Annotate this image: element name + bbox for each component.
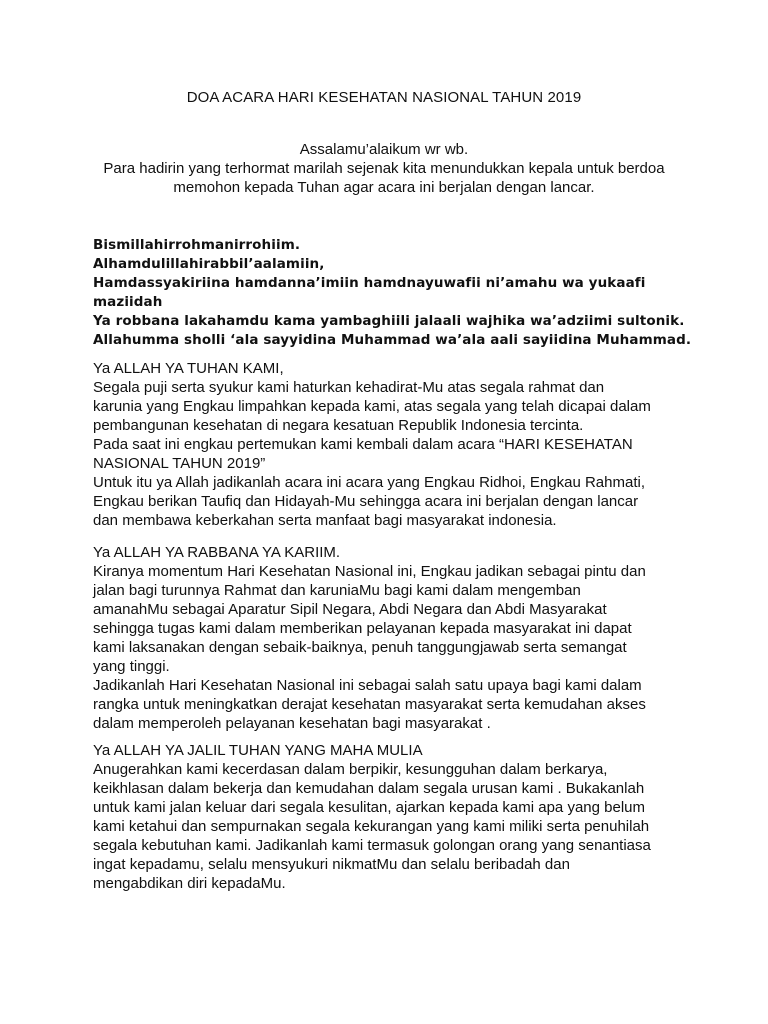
section-line: karunia yang Engkau limpahkan kepada kami, atas segala yang telah dicapai dalam [93,398,651,415]
document-title: DOA ACARA HARI KESEHATAN NASIONAL TAHUN 2019 [186,89,582,106]
arabic-line: Bismillahirrohmanirrohiim. [93,237,301,253]
section-line: yang tinggi. [93,658,170,675]
arabic-line: maziidah [93,294,163,310]
section-line: Kiranya momentum Hari Kesehatan Nasional ini, Engkau jadikan sebagai pintu dan [93,563,646,580]
section-line: Engkau berikan Taufiq dan Hidayah-Mu sehingga acara ini berjalan dengan lancar [93,493,639,510]
section-line: dan membawa keberkahan serta manfaat bagi masyarakat indonesia. [93,512,557,529]
section-line: NASIONAL TAHUN 2019” [93,455,266,472]
section-line: Untuk itu ya Allah jadikanlah acara ini acara yang Engkau Ridhoi, Engkau Rahmati, [93,474,645,491]
section-line: jalan bagi turunnya Rahmat dan karuniaMu bagi kami dalam mengemban [93,582,581,599]
section-line: kami laksanakan dengan sebaik-baiknya, penuh tanggungjawab serta semangat [93,639,627,656]
section-line: dalam memperoleh pelayanan kesehatan bagi masyarakat . [93,715,491,732]
arabic-line: Allahumma sholli ‘ala sayyidina Muhammad wa’ala aali sayiidina Muhammad. [93,332,692,348]
section-line: kami ketahui dan sempurnakan segala kekurangan yang kami miliki serta penuhilah [93,818,650,835]
opening-line: memohon kepada Tuhan agar acara ini berjalan dengan lancar. [173,179,595,196]
section-line: keikhlasan dalam bekerja dan kemudahan dalam segala urusan kami . Bukakanlah [93,780,645,797]
prayer-section [93,741,651,893]
section-line: mengabdikan diri kepadaMu. [93,875,286,892]
section-line: Jadikanlah Hari Kesehatan Nasional ini sebagai salah satu upaya bagi kami dalam [93,677,642,694]
section-line: segala kebutuhan kami. Jadikanlah kami termasuk golongan orang yang senantiasa [93,837,651,854]
section-line: untuk kami jalan keluar dari segala kesulitan, ajarkan kepada kami apa yang belum [93,799,645,816]
prayer-section [93,359,651,530]
section-line: rangka untuk meningkatkan derajat kesehatan masyarakat serta kemudahan akses [93,696,646,713]
section-line: Segala puji serta syukur kami haturkan kehadirat-Mu atas segala rahmat dan [93,379,605,396]
section-line: sehingga tugas kami dalam memberikan pelayanan kepada masyarakat ini dapat [93,620,632,637]
section-line: amanahMu sebagai Aparatur Sipil Negara, Abdi Negara dan Abdi Masyarakat [93,601,607,618]
section-line: Anugerahkan kami kecerdasan dalam berpikir, kesungguhan dalam berkarya, [93,761,608,778]
section-line: pembangunan kesehatan di negara kesatuan Republik Indonesia tercinta. [93,417,584,434]
opening-line: Para hadirin yang terhormat marilah sejenak kita menundukkan kepala untuk berdoa [103,160,665,177]
section-heading: Ya ALLAH YA RABBANA YA KARIIM. [93,544,341,561]
section-line: ingat kepadamu, selalu mensyukuri nikmatMu dan selalu beribadah dan [93,856,570,873]
arabic-line: Alhamdulillahirabbil’aalamiin, [93,256,325,272]
greeting-line: Assalamu’alaikum wr wb. [299,141,469,158]
section-heading: Ya ALLAH YA JALIL TUHAN YANG MAHA MULIA [93,742,423,759]
opening-block [0,140,768,197]
section-heading: Ya ALLAH YA TUHAN KAMI, [93,360,284,377]
section-line: Pada saat ini engkau pertemukan kami kembali dalam acara “HARI KESEHATAN [93,436,633,453]
prayer-section [93,543,646,733]
arabic-line: Ya robbana lakahamdu kama yambaghiili jalaali wajhika wa’adziimi sultonik. [93,313,685,329]
arabic-line: Hamdassyakiriina hamdanna’imiin hamdnayuwafii ni’amahu wa yukaafi [93,275,646,291]
arabic-prayer-block [93,236,691,350]
